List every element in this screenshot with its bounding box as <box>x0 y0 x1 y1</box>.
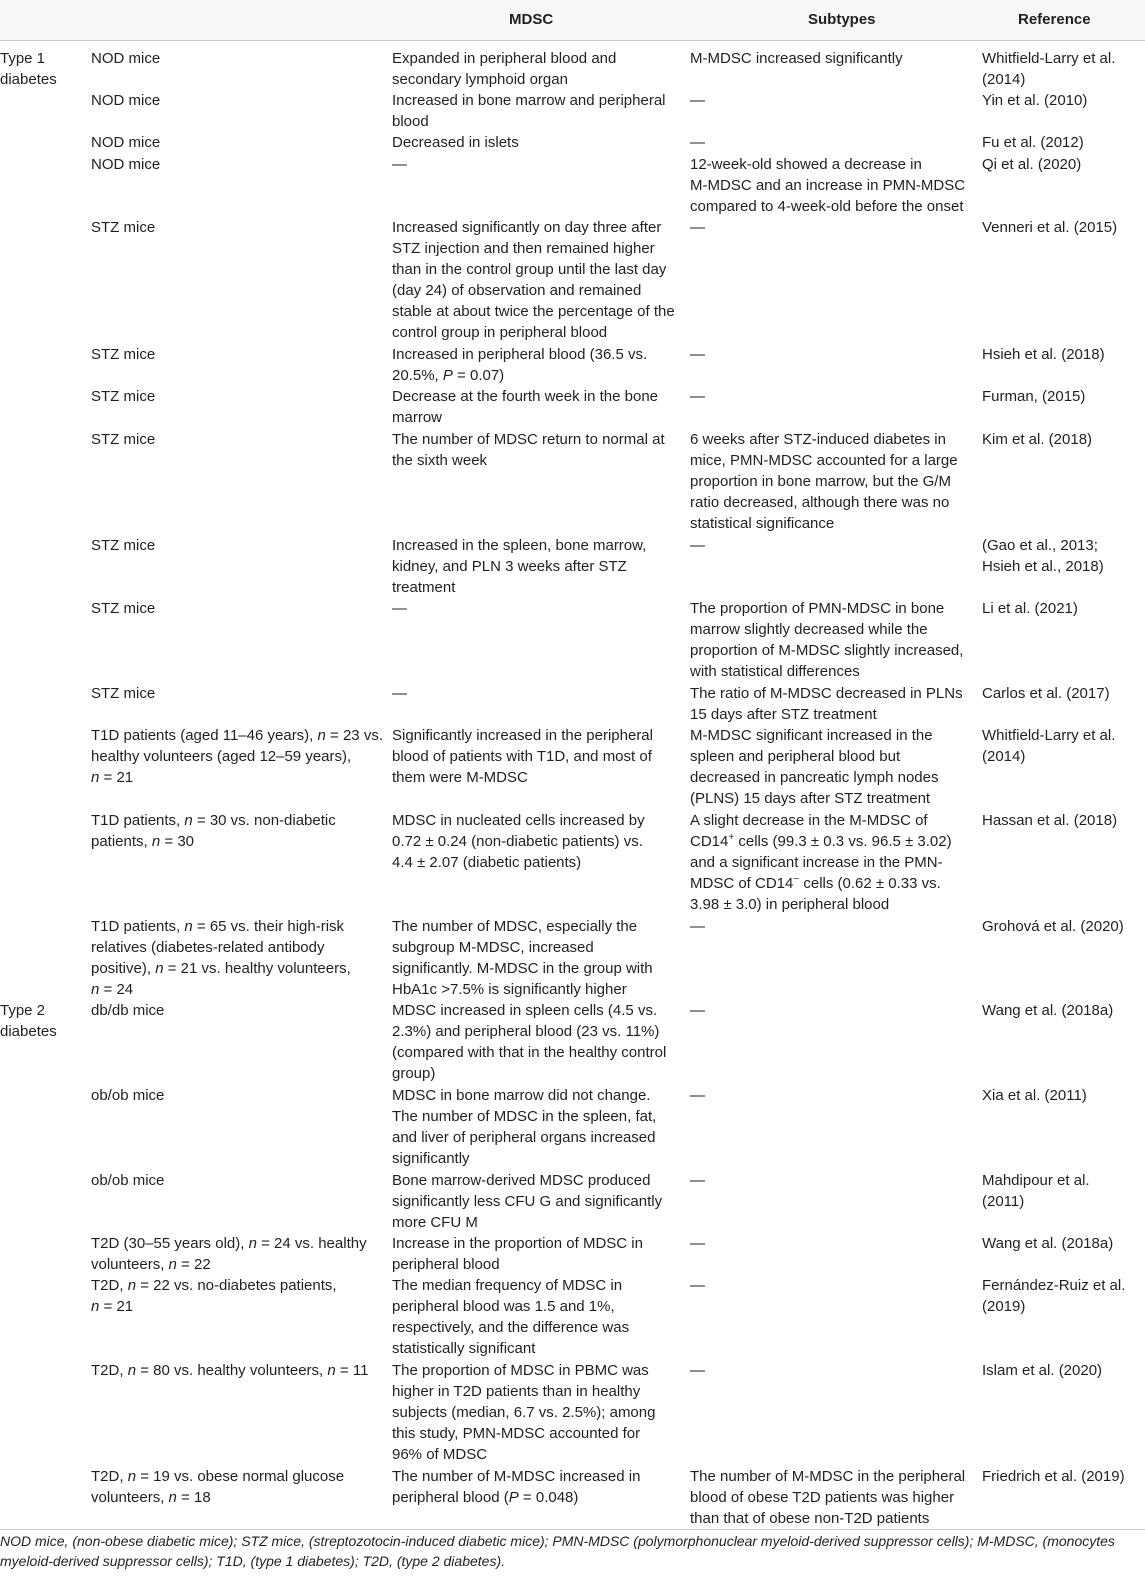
cell-mdsc: The number of MDSC return to normal at the sixth week <box>392 431 665 470</box>
cell-model: ob/ob mice <box>91 1172 165 1189</box>
table-header <box>0 0 1145 41</box>
cell-subtypes: The ratio of M-MDSC decreased in PLNs 15 days after STZ treatment <box>690 685 963 724</box>
cell-reference: Whitfield-Larry et al. (2014) <box>982 727 1116 766</box>
cell-mdsc: Bone marrow-derived MDSC produced significantly less CFU G and significantly more CFU M <box>392 1172 663 1232</box>
cell-subtypes: — <box>690 1235 705 1252</box>
cell-subtypes: — <box>690 918 705 935</box>
cell-reference: Li et al. (2021) <box>982 600 1078 617</box>
cell-mdsc: Increased in bone marrow and peripheral blood <box>392 92 666 131</box>
cell-mdsc: MDSC increased in spleen cells (4.5 vs. 2.3%) and peripheral blood (23 vs. 11%) (compared with that in the healthy control group) <box>392 1002 667 1083</box>
cell-subtypes: — <box>690 1362 705 1379</box>
cell-model: T1D patients (aged 11–46 years), n = 23 vs. healthy volunteers (aged 12–59 years), n = 21 <box>91 727 383 787</box>
cell-model: STZ mice <box>91 685 156 702</box>
cell-model: STZ mice <box>91 537 156 554</box>
footnote-divider <box>0 1529 1145 1530</box>
cell-model: NOD mice <box>91 156 161 173</box>
cell-subtypes: — <box>690 1277 705 1294</box>
cell-model: T1D patients, n = 30 vs. non-diabetic patients, n = 30 <box>91 812 336 851</box>
cell-group: Type 2 diabetes <box>0 1002 57 1041</box>
cell-subtypes: — <box>690 1002 705 1019</box>
cell-subtypes: M-MDSC significant increased in the spleen and peripheral blood but decreased in pancreatic lymph nodes (PLNS) 15 days after STZ treatment <box>690 727 939 808</box>
cell-subtypes: — <box>690 134 705 151</box>
cell-model: NOD mice <box>91 92 161 109</box>
cell-mdsc: Increased in the spleen, bone marrow, kidney, and PLN 3 weeks after STZ treatment <box>392 537 647 597</box>
cell-reference: Friedrich et al. (2019) <box>982 1468 1125 1485</box>
cell-subtypes: — <box>690 219 705 236</box>
cell-subtypes: A slight decrease in the M-MDSC of CD14+ cells (99.3 ± 0.3 vs. 96.5 ± 3.02) and a significant increase in the PMN- MDSC of CD14− cells (0.62 ± 0.33 vs. 3.98 ± 3.0) in peripheral blood <box>690 812 952 914</box>
cell-reference: Hassan et al. (2018) <box>982 812 1118 829</box>
cell-subtypes: — <box>690 1087 705 1104</box>
header-subtypes: Subtypes <box>808 11 876 28</box>
cell-model: STZ mice <box>91 219 156 236</box>
cell-mdsc: MDSC in nucleated cells increased by 0.72 ± 0.24 (non-diabetic patients) vs. 4.4 ± 2.07 (diabetic patients) <box>392 812 645 872</box>
cell-reference: Xia et al. (2011) <box>982 1087 1087 1104</box>
cell-subtypes: — <box>690 388 705 405</box>
cell-mdsc: The median frequency of MDSC in peripheral blood was 1.5 and 1%, respectively, and the difference was statistically significant <box>392 1277 630 1358</box>
cell-subtypes: — <box>690 92 705 109</box>
cell-reference: Kim et al. (2018) <box>982 431 1093 448</box>
cell-subtypes: 12-week-old showed a decrease in M-MDSC and an increase in PMN-MDSC compared to 4-week-old before the onset <box>690 156 966 216</box>
table-footnote: NOD mice, (non-obese diabetic mice); STZ mice, (streptozotocin-induced diabetic mice); PMN-MDSC (polymorphonuclear myeloid-derived suppressor cells); M-MDSC, (monocytes myeloid-derived suppressor cells); T1D, (type 1 diabetes); T2D, (type 2 diabetes). <box>0 1533 1115 1569</box>
cell-mdsc: Expanded in peripheral blood and secondary lymphoid organ <box>392 50 617 89</box>
cell-model: STZ mice <box>91 600 156 617</box>
cell-model: STZ mice <box>91 431 156 448</box>
cell-reference: Wang et al. (2018a) <box>982 1235 1114 1252</box>
cell-subtypes: 6 weeks after STZ-induced diabetes in mice, PMN-MDSC accounted for a large proportion in bone marrow, but the G/M ratio decreased, although there was no statistical significance <box>690 431 958 533</box>
cell-reference: Islam et al. (2020) <box>982 1362 1103 1379</box>
cell-model: T1D patients, n = 65 vs. their high-risk relatives (diabetes-related antibody positive), n = 21 vs. healthy volunteers, n = 24 <box>91 918 351 999</box>
cell-reference: Wang et al. (2018a) <box>982 1002 1114 1019</box>
cell-mdsc: Decreased in islets <box>392 134 519 151</box>
cell-mdsc: The number of MDSC, especially the subgroup M-MDSC, increased significantly. M-MDSC in the group with HbA1c >7.5% is significantly higher <box>392 918 653 999</box>
cell-reference: Mahdipour et al. (2011) <box>982 1172 1090 1211</box>
cell-subtypes: — <box>690 1172 705 1189</box>
cell-reference: Yin et al. (2010) <box>982 92 1088 109</box>
cell-reference: (Gao et al., 2013; Hsieh et al., 2018) <box>982 537 1104 576</box>
cell-reference: Qi et al. (2020) <box>982 156 1082 173</box>
cell-reference: Grohová et al. (2020) <box>982 918 1124 935</box>
cell-reference: Carlos et al. (2017) <box>982 685 1110 702</box>
header-mdsc: MDSC <box>509 11 554 28</box>
cell-reference: Fernández-Ruiz et al. (2019) <box>982 1277 1126 1316</box>
cell-subtypes: The number of M-MDSC in the peripheral blood of obese T2D patients was higher than that of obese non-T2D patients <box>690 1468 966 1528</box>
header-reference: Reference <box>1018 11 1091 28</box>
cell-model: T2D (30–55 years old), n = 24 vs. healthy volunteers, n = 22 <box>91 1235 367 1274</box>
cell-model: db/db mice <box>91 1002 165 1019</box>
cell-mdsc: Decrease at the fourth week in the bone marrow <box>392 388 659 427</box>
cell-mdsc: Increased in peripheral blood (36.5 vs. 20.5%, P = 0.07) <box>392 346 648 385</box>
cell-mdsc: The proportion of MDSC in PBMC was higher in T2D patients than in healthy subjects (median, 6.7 vs. 2.5%); among this study, PMN-MDSC accounted for 96% of MDSC <box>392 1362 656 1464</box>
cell-mdsc: Increased significantly on day three after STZ injection and then remained higher than in the control group until the last day (day 24) of observation and remained stable at about twice the percentage of the control group in peripheral blood <box>392 219 675 342</box>
cell-reference: Hsieh et al. (2018) <box>982 346 1105 363</box>
cell-mdsc: — <box>392 600 407 617</box>
cell-model: STZ mice <box>91 388 156 405</box>
cell-model: STZ mice <box>91 346 156 363</box>
cell-mdsc: Increase in the proportion of MDSC in peripheral blood <box>392 1235 643 1274</box>
cell-model: NOD mice <box>91 50 161 67</box>
cell-model: T2D, n = 22 vs. no-diabetes patients, n = 21 <box>91 1277 337 1316</box>
cell-reference: Venneri et al. (2015) <box>982 219 1118 236</box>
cell-reference: Fu et al. (2012) <box>982 134 1084 151</box>
cell-reference: Whitfield-Larry et al. (2014) <box>982 50 1116 89</box>
cell-subtypes: — <box>690 346 705 363</box>
cell-subtypes: — <box>690 537 705 554</box>
cell-model: T2D, n = 19 vs. obese normal glucose volunteers, n = 18 <box>91 1468 345 1507</box>
cell-model: NOD mice <box>91 134 161 151</box>
cell-model: ob/ob mice <box>91 1087 165 1104</box>
cell-mdsc: Significantly increased in the peripheral blood of patients with T1D, and most of them were M-MDSC <box>392 727 653 787</box>
cell-reference: Furman, (2015) <box>982 388 1086 405</box>
cell-subtypes: M-MDSC increased significantly <box>690 50 903 67</box>
cell-group: Type 1 diabetes <box>0 50 57 89</box>
cell-subtypes: The proportion of PMN-MDSC in bone marrow slightly decreased while the proportion of M-MDSC slightly increased, with statistical differences <box>690 600 964 681</box>
cell-mdsc: — <box>392 685 407 702</box>
cell-mdsc: The number of M-MDSC increased in peripheral blood (P = 0.048) <box>392 1468 641 1507</box>
cell-model: T2D, n = 80 vs. healthy volunteers, n = 11 <box>91 1362 369 1379</box>
cell-mdsc: — <box>392 156 407 173</box>
cell-mdsc: MDSC in bone marrow did not change. The number of MDSC in the spleen, fat, and liver of peripheral organs increased significantly <box>392 1087 657 1168</box>
